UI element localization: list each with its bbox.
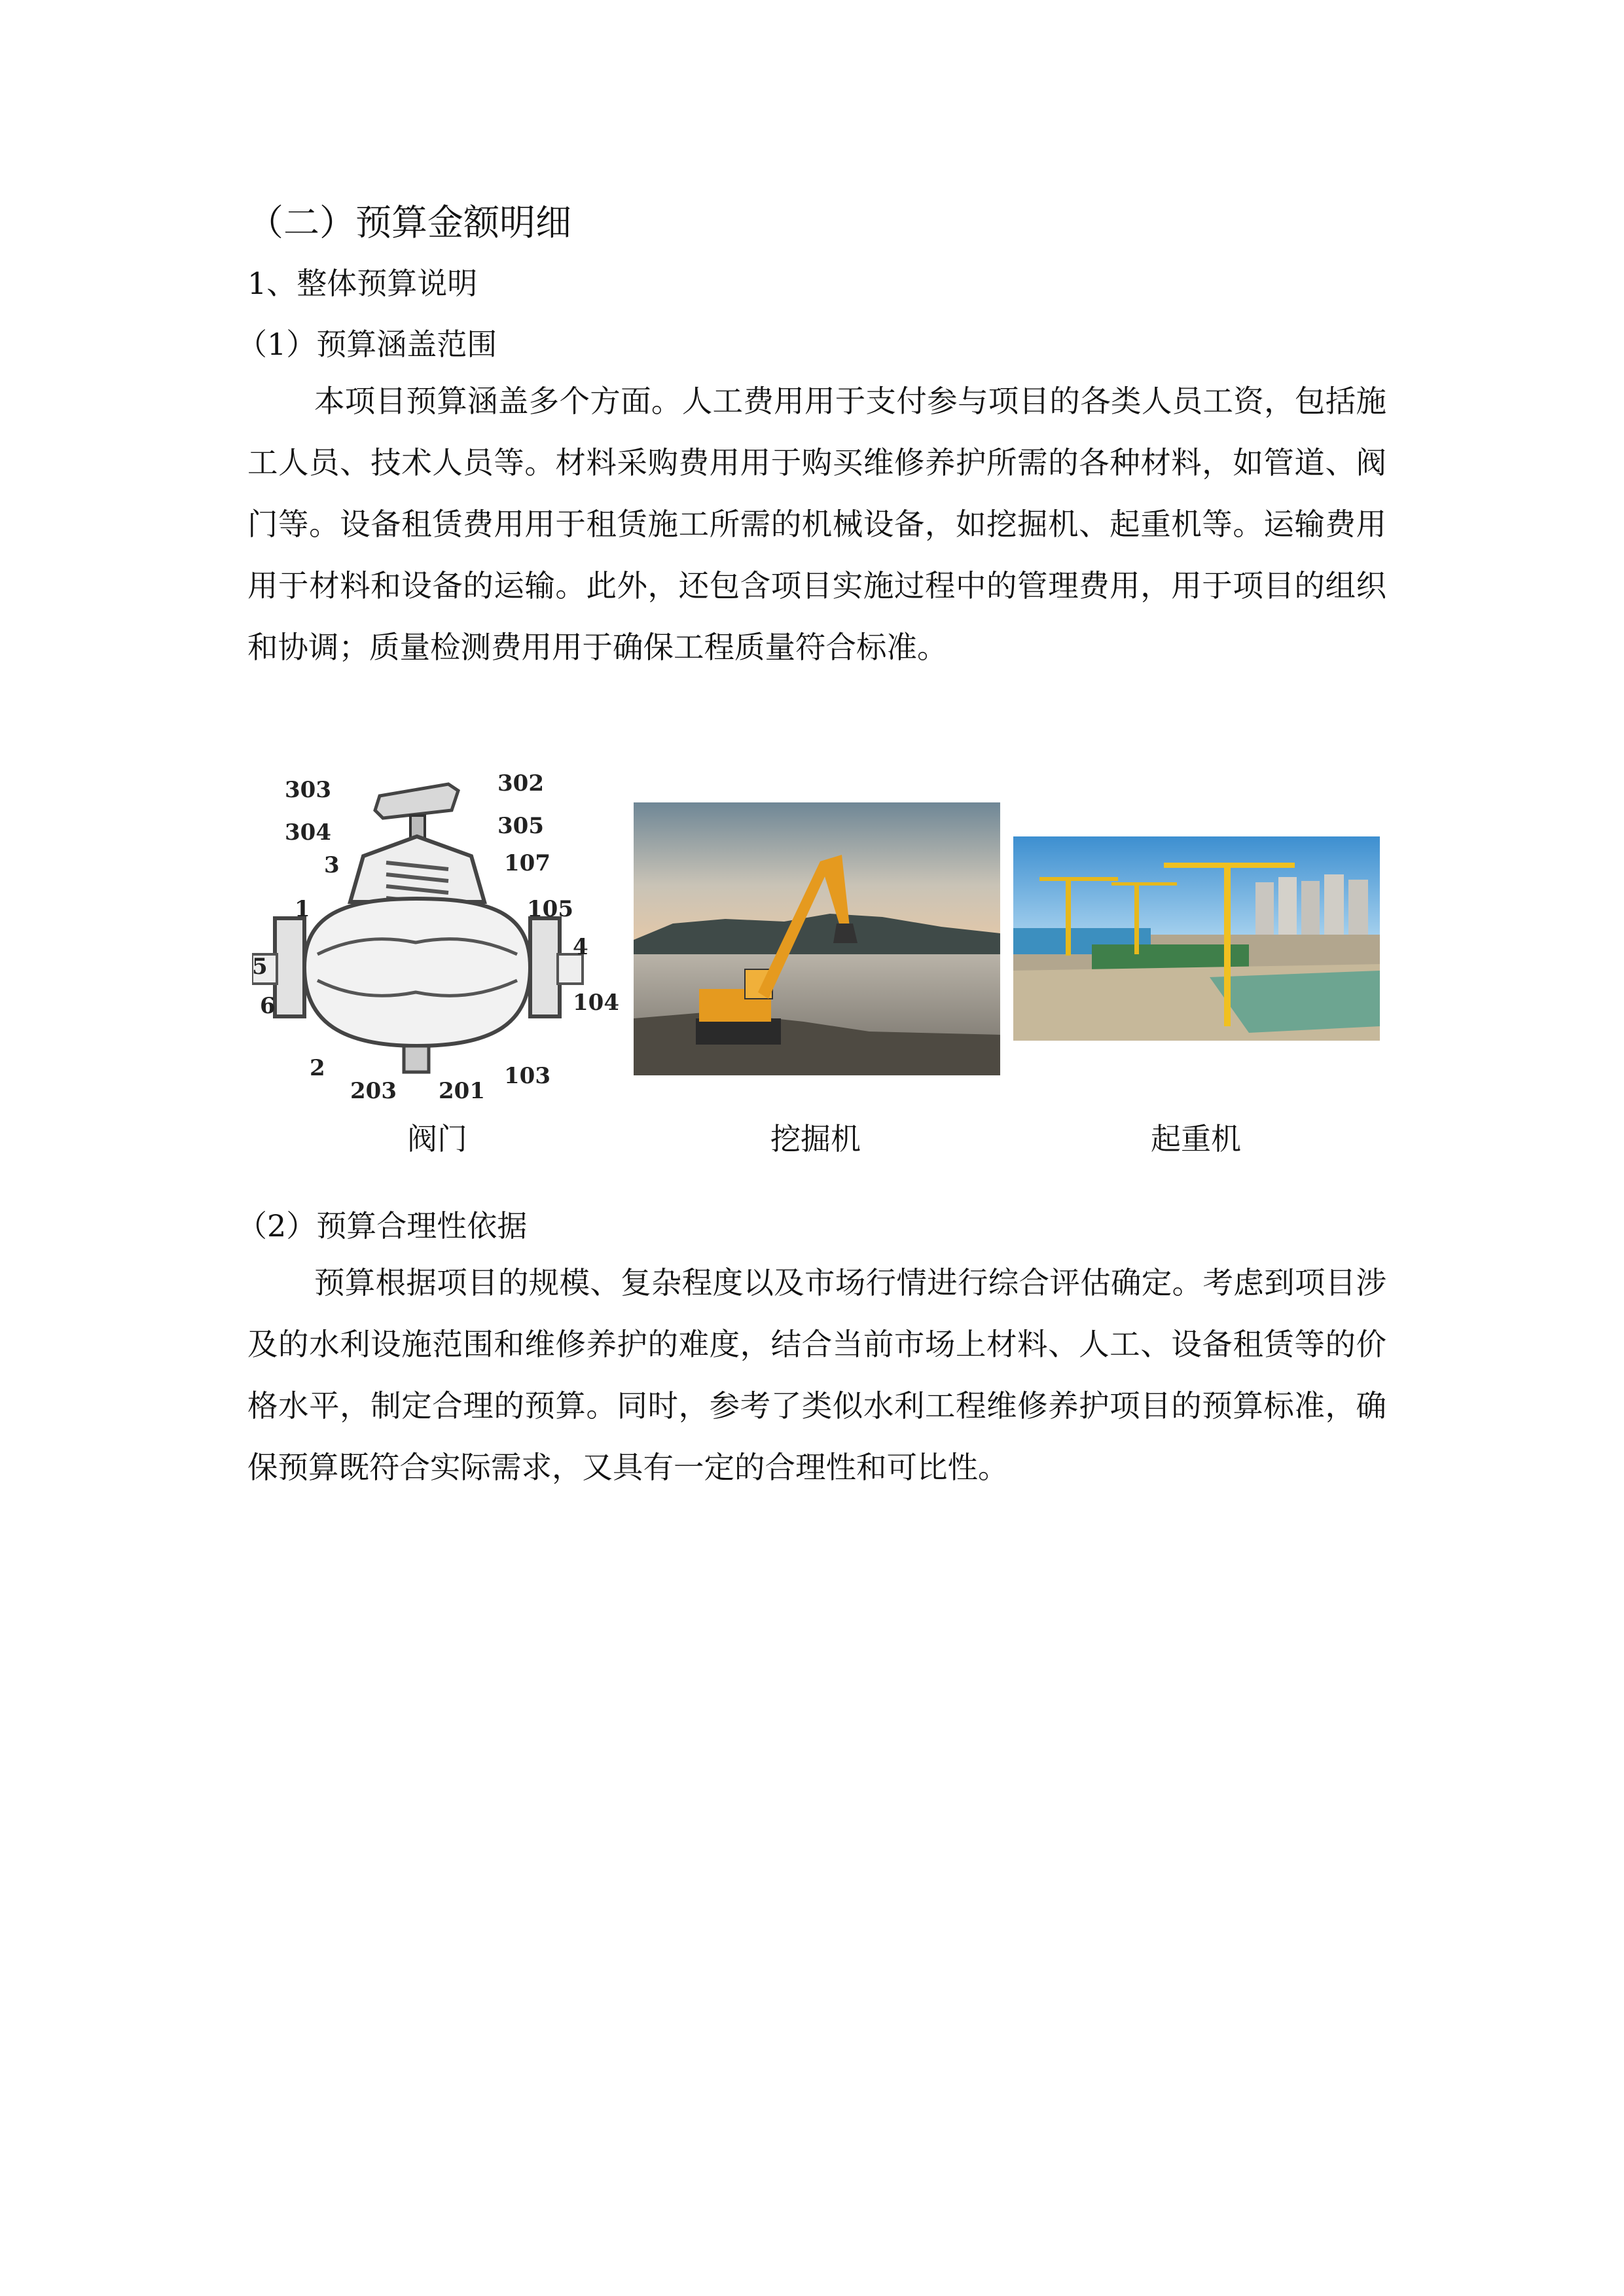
excavator-image (634, 802, 1000, 1075)
valve-label: 302 (497, 770, 544, 797)
valve-diagram (252, 764, 622, 1113)
valve-label: 104 (573, 990, 619, 1016)
valve-label: 6 (260, 993, 276, 1019)
valve-label: 3 (324, 852, 340, 878)
valve-label: 303 (285, 777, 331, 803)
valve-label: 305 (497, 813, 544, 839)
paragraph-budget-scope: 本项目预算涵盖多个方面。人工费用用于支付参与项目的各类人员工资，包括施工人员、技术人员等。材料采购费用用于购买维修养护所需的各种材料，如管道、阀门等。设备租赁费用用于租赁施工所需的机械设备，如挖掘机、起重机等。运输费用用于材料和设备的运输。此外，还包含项目实施过程中的管理费用，用于项目的组织和协调；质量检测费用用于确保工程质量符合标准。 (247, 384, 1386, 665)
section-heading: （二）预算金额明细 (247, 202, 572, 243)
crane-photo (1013, 836, 1380, 1041)
valve-label: 103 (504, 1063, 550, 1089)
caption-valve: 阀门 (407, 1121, 467, 1157)
valve-label: 201 (439, 1078, 485, 1104)
valve-label: 304 (285, 819, 331, 846)
caption-crane: 起重机 (1151, 1121, 1241, 1157)
valve-label: 2 (310, 1055, 325, 1081)
valve-drawing (252, 764, 622, 1113)
valve-label: 105 (527, 896, 573, 922)
crane-image (1013, 836, 1380, 1041)
paragraph-budget-rationale: 预算根据项目的规模、复杂程度以及市场行情进行综合评估确定。考虑到项目涉及的水利设施范围和维修养护的难度，结合当前市场上材料、人工、设备租赁等的价格水平，制定合理的预算。同时，参考了类似水利工程维修养护项目的预算标准，确保预算既符合实际需求，又具有一定的合理性和可比性。 (247, 1265, 1386, 1485)
section-1-title: 1、整体预算说明 (247, 266, 478, 301)
valve-label: 203 (350, 1078, 397, 1104)
caption-excavator: 挖掘机 (770, 1121, 861, 1157)
subsection-1-title: （1）预算涵盖范围 (237, 327, 497, 362)
valve-label: 4 (573, 934, 588, 960)
excavator-photo (634, 802, 1000, 1075)
subsection-2-title: （2）预算合理性依据 (237, 1208, 528, 1244)
valve-label: 5 (252, 954, 268, 980)
valve-label: 107 (504, 850, 550, 876)
valve-label: 1 (295, 896, 310, 922)
